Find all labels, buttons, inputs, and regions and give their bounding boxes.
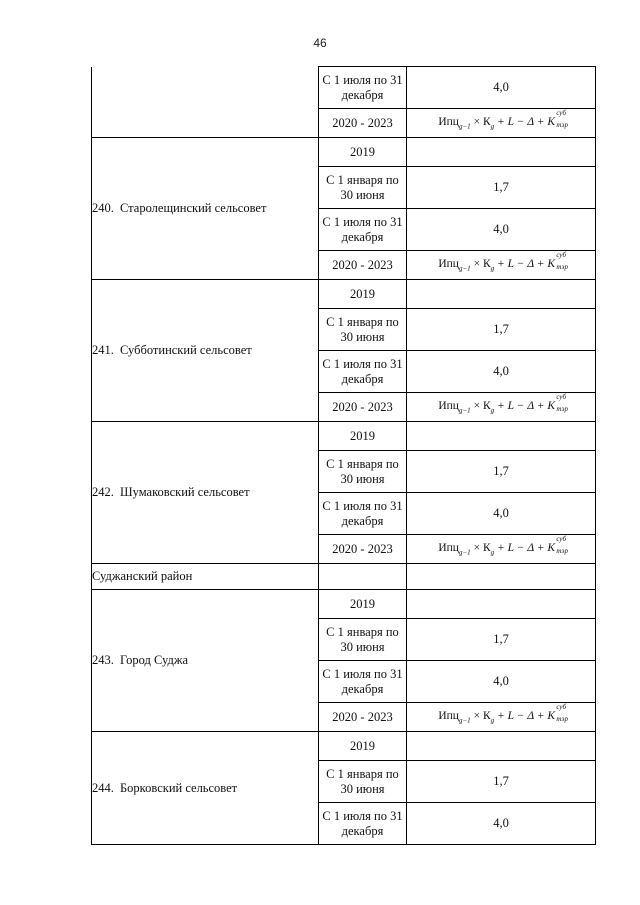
formula-kt-sub: тэр	[556, 120, 569, 129]
tariff-value: 1,7	[407, 451, 596, 493]
tariff-value: 4,0	[407, 803, 596, 845]
tariff-value: 1,7	[407, 167, 596, 209]
formula-kt: K суб тэр	[547, 250, 569, 271]
formula-l-delta: + L − Δ +	[496, 709, 545, 722]
period-cell: С 1 января по 30 июня	[319, 451, 407, 493]
tariff-value: 4,0	[407, 351, 596, 393]
formula-kt-sup: суб	[556, 702, 567, 711]
formula-kt: K суб тэр	[547, 392, 569, 413]
tariff-formula-cell	[407, 703, 596, 732]
tariff-table-body	[92, 67, 596, 845]
settlement-number: 241.	[92, 343, 114, 357]
period-cell: С 1 июля по 31 декабря	[319, 493, 407, 535]
formula-ipc-sub: g−1	[458, 122, 471, 131]
period-cell: С 1 июля по 31 декабря	[319, 351, 407, 393]
formula-kt-sup: суб	[556, 392, 567, 401]
period-cell: С 1 июля по 31 декабря	[319, 209, 407, 251]
tariff-value: 1,7	[407, 619, 596, 661]
formula-kt-sup: суб	[556, 250, 567, 259]
formula-ipc-sub: g−1	[458, 716, 471, 725]
formula-ipc: Ипц	[438, 399, 459, 412]
period-cell: С 1 июля по 31 декабря	[319, 67, 407, 109]
table-row	[92, 732, 596, 761]
settlement-name-cell	[92, 732, 319, 845]
period-cell: 2020 - 2023	[319, 393, 407, 422]
period-cell: 2020 - 2023	[319, 251, 407, 280]
formula-l-delta: + L − Δ +	[496, 257, 545, 270]
formula-l-delta: + L − Δ +	[496, 399, 545, 412]
page-number: 46	[313, 36, 327, 50]
formula-times: ×	[473, 541, 481, 554]
formula-ipc-sub: g−1	[458, 548, 471, 557]
period-cell: 2019	[319, 590, 407, 619]
table-row	[92, 422, 596, 451]
period-cell: С 1 января по 30 июня	[319, 309, 407, 351]
formula-k-sub: g	[490, 122, 495, 131]
period-cell: 2019	[319, 422, 407, 451]
formula-k-sub: g	[490, 548, 495, 557]
tariff-value	[407, 422, 596, 451]
region-row	[92, 564, 596, 590]
formula-ipc-sub: g−1	[458, 406, 471, 415]
formula-ipc: Ипц	[438, 115, 459, 128]
period-cell: 2020 - 2023	[319, 703, 407, 732]
region-name: Суджанский район	[92, 564, 319, 590]
table-row	[92, 280, 596, 309]
formula-k: К	[482, 115, 491, 128]
formula-kt-sub: тэр	[556, 714, 569, 723]
formula-k-sub: g	[490, 716, 495, 725]
formula-k-sub: g	[490, 264, 495, 273]
table-row	[92, 67, 596, 109]
table-row	[92, 590, 596, 619]
settlement-number: 242.	[92, 485, 114, 499]
settlement-name-cell	[92, 422, 319, 564]
formula-ipc-sub: g−1	[458, 264, 471, 273]
formula-kt-sup: суб	[556, 534, 567, 543]
tariff-value: 4,0	[407, 209, 596, 251]
settlement-name: Субботинский сельсовет	[120, 343, 252, 357]
tariff-value: 4,0	[407, 493, 596, 535]
formula-l-delta: + L − Δ +	[496, 115, 545, 128]
tariff-table	[91, 66, 596, 845]
tariff-formula	[438, 250, 569, 273]
settlement-name: Город Суджа	[120, 653, 189, 667]
settlement-number: 240.	[92, 201, 114, 215]
tariff-formula-cell	[407, 393, 596, 422]
tariff-value	[407, 138, 596, 167]
tariff-value	[407, 590, 596, 619]
tariff-value	[407, 280, 596, 309]
tariff-value	[407, 732, 596, 761]
settlement-name-cell	[92, 138, 319, 280]
period-cell	[319, 564, 407, 590]
formula-k: К	[482, 709, 491, 722]
formula-kt-sub: тэр	[556, 262, 569, 271]
tariff-value: 1,7	[407, 309, 596, 351]
settlement-name: Старолещинский сельсовет	[120, 201, 267, 215]
formula-times: ×	[473, 257, 481, 270]
settlement-name-cell	[92, 280, 319, 422]
period-cell: 2019	[319, 280, 407, 309]
formula-kt: K суб тэр	[547, 534, 569, 555]
formula-k: К	[482, 257, 491, 270]
tariff-formula	[438, 702, 569, 725]
settlement-number: 243.	[92, 653, 114, 667]
tariff-value: 4,0	[407, 661, 596, 703]
formula-kt-sub: тэр	[556, 546, 569, 555]
settlement-name-cell	[92, 590, 319, 732]
tariff-formula	[438, 392, 569, 415]
formula-k: К	[482, 541, 491, 554]
settlement-number: 244.	[92, 780, 114, 795]
tariff-formula-cell	[407, 251, 596, 280]
formula-kt: K суб тэр	[547, 108, 569, 129]
tariff-formula	[438, 534, 569, 557]
table-row	[92, 138, 596, 167]
formula-kt-sub: тэр	[556, 404, 569, 413]
tariff-value: 1,7	[407, 761, 596, 803]
period-cell: 2019	[319, 732, 407, 761]
period-cell: 2020 - 2023	[319, 109, 407, 138]
period-cell: С 1 января по 30 июня	[319, 761, 407, 803]
period-cell: 2019	[319, 138, 407, 167]
formula-times: ×	[473, 115, 481, 128]
tariff-formula-cell	[407, 535, 596, 564]
formula-k-sub: g	[490, 406, 495, 415]
settlement-name: Борковский сельсовет	[120, 780, 238, 795]
formula-ipc: Ипц	[438, 709, 459, 722]
formula-kt-sup: суб	[556, 108, 567, 117]
formula-k: К	[482, 399, 491, 412]
period-cell: 2020 - 2023	[319, 535, 407, 564]
tariff-value: 4,0	[407, 67, 596, 109]
period-cell: С 1 июля по 31 декабря	[319, 661, 407, 703]
tariff-formula-cell	[407, 109, 596, 138]
period-cell: С 1 января по 30 июня	[319, 167, 407, 209]
period-cell: С 1 января по 30 июня	[319, 619, 407, 661]
name-cell-continued	[92, 67, 319, 138]
tariff-formula	[438, 108, 569, 131]
formula-kt: K суб тэр	[547, 702, 569, 723]
tariff-value	[407, 564, 596, 590]
formula-times: ×	[473, 399, 481, 412]
formula-ipc: Ипц	[438, 257, 459, 270]
formula-l-delta: + L − Δ +	[496, 541, 545, 554]
formula-ipc: Ипц	[438, 541, 459, 554]
formula-times: ×	[473, 709, 481, 722]
settlement-name: Шумаковский сельсовет	[120, 485, 250, 499]
period-cell: С 1 июля по 31 декабря	[319, 803, 407, 845]
